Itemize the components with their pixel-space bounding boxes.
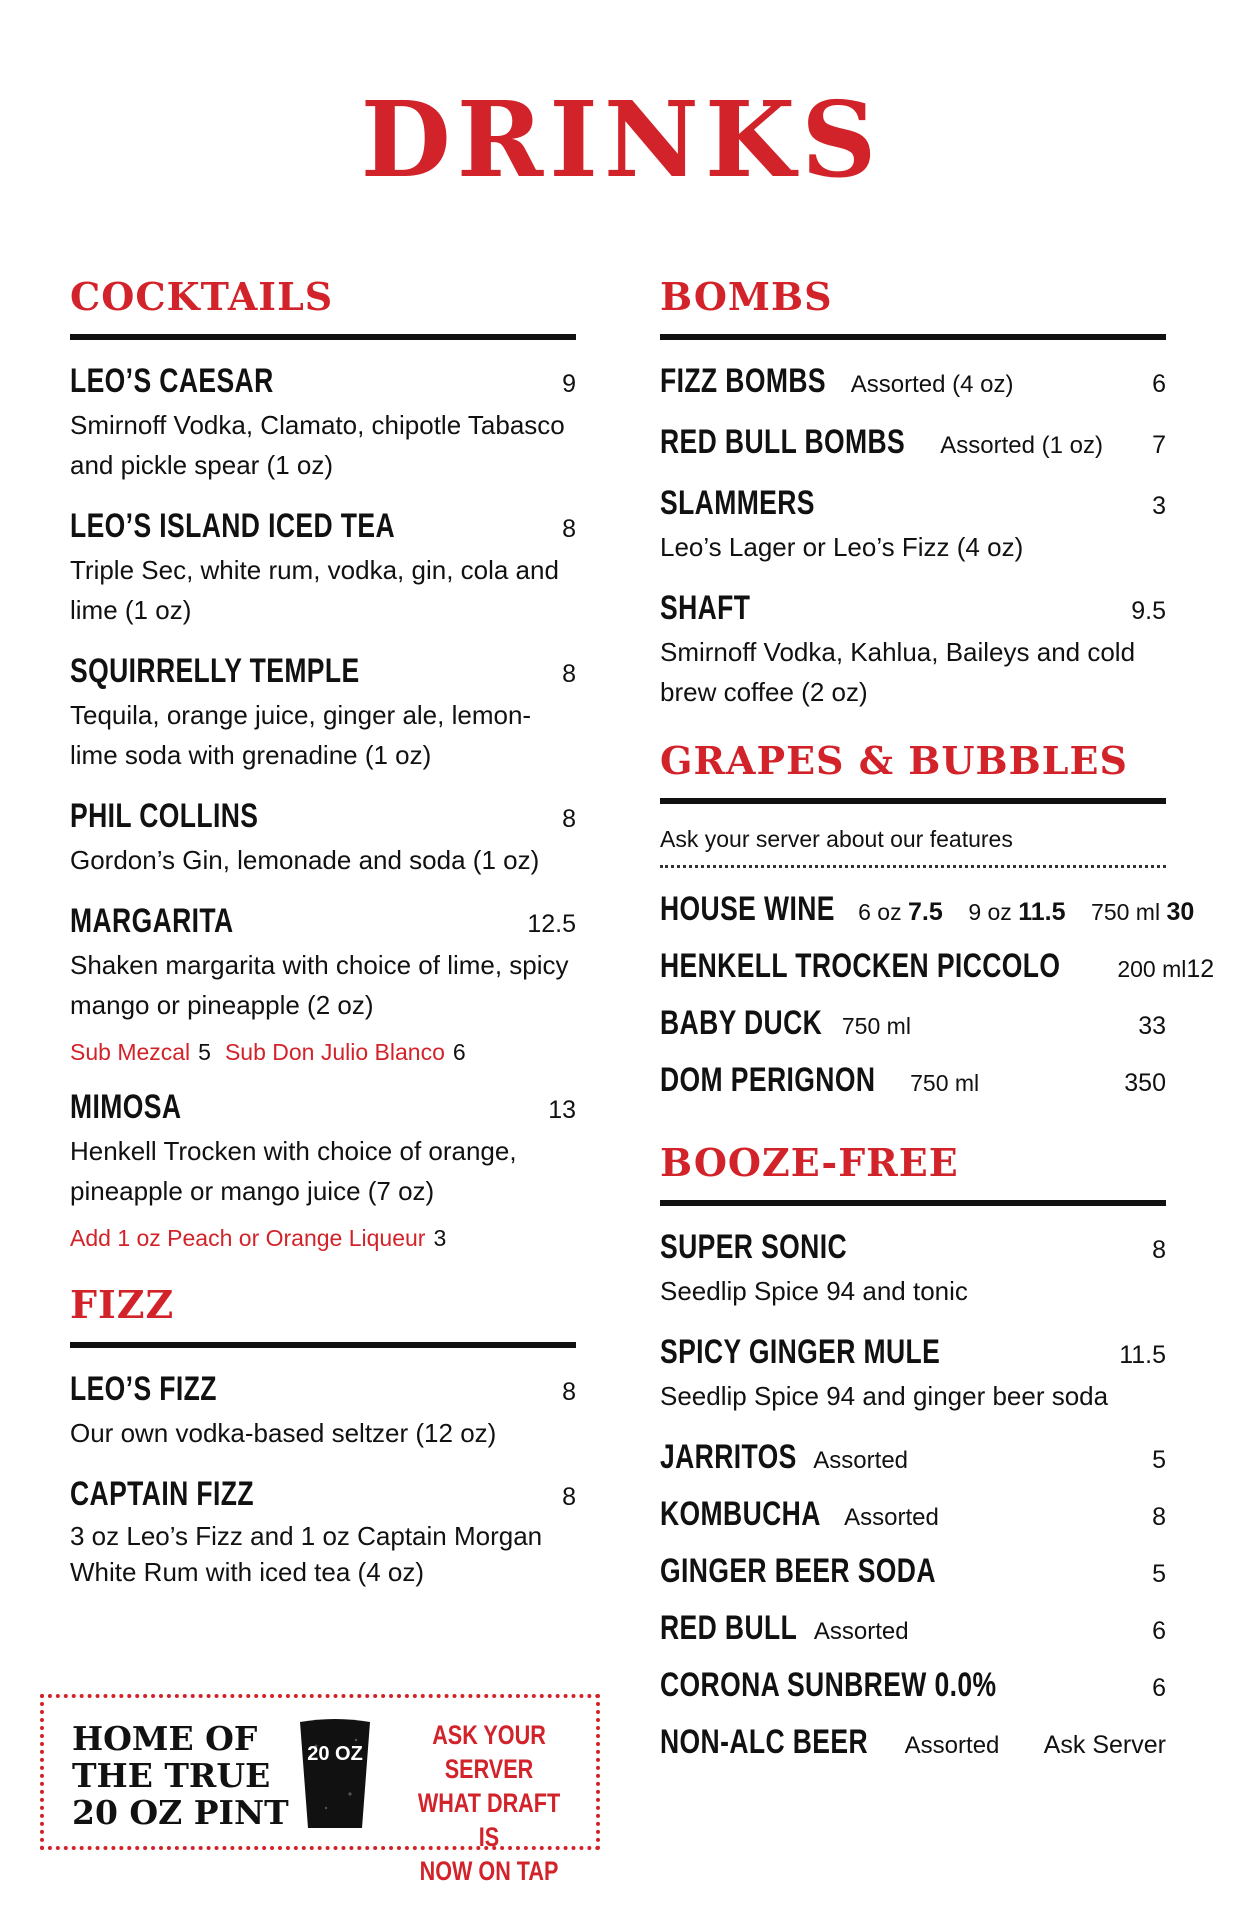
item-name: SQUIRRELLY TEMPLE — [70, 652, 360, 690]
extra-price: 5 — [198, 1039, 211, 1065]
promo-line: HOME OF — [72, 1719, 258, 1758]
item-name: RED BULL — [660, 1609, 798, 1647]
item-price: 12.5 — [527, 910, 576, 938]
size-label: 9 oz — [968, 899, 1012, 925]
extra-label: Sub Don Julio Blanco — [224, 1039, 445, 1065]
item-name: PHIL COLLINS — [70, 797, 259, 835]
grapes-heading: GRAPES & BUBBLES — [660, 742, 1166, 804]
item-price: 5 — [1152, 1446, 1166, 1474]
item-price: 8 — [1152, 1503, 1166, 1531]
item-name: FIZZ BOMBS — [660, 362, 826, 400]
item-name: SPICY GINGER MULE — [660, 1333, 941, 1371]
item-description: 3 oz Leo’s Fizz and 1 oz Captain Morgan White Rum with iced tea (4 oz) — [70, 1521, 543, 1587]
left-column — [70, 274, 576, 1612]
menu-item — [70, 362, 576, 485]
item-name: DOM PERIGNON — [660, 1061, 876, 1099]
item-name: NON-ALC BEER — [660, 1723, 869, 1761]
menu-item — [660, 1004, 1166, 1043]
item-description: Gordon’s Gin, lemonade and soda (1 oz) — [70, 845, 540, 875]
pint-glass-icon — [296, 1716, 374, 1832]
item-name: SLAMMERS — [660, 484, 815, 522]
item-name: RED BULL BOMBS — [660, 423, 906, 461]
item-note: Assorted — [813, 1447, 909, 1474]
menu-item — [70, 1370, 576, 1453]
item-note: Assorted (1 oz) — [940, 432, 1103, 459]
item-description: Tequila, orange juice, ginger ale, lemon-lime soda with grenadine (1 oz) — [70, 700, 532, 770]
item-name: LEO’S CAESAR — [70, 362, 274, 400]
item-name: CORONA SUNBREW 0.0% — [660, 1666, 997, 1704]
item-extras — [70, 1039, 576, 1066]
promo-line: THE TRUE — [72, 1756, 271, 1795]
menu-item — [660, 589, 1166, 712]
item-description: Triple Sec, white rum, vodka, gin, cola and lime (1 oz) — [70, 555, 559, 625]
promo-line: 20 OZ PINT — [72, 1793, 289, 1832]
menu-item — [660, 947, 1215, 986]
promo-tap-note — [413, 1718, 565, 1888]
item-description: Smirnoff Vodka, Kahlua, Baileys and cold brew coffee (2 oz) — [660, 637, 1136, 707]
item-price: 3 — [1152, 492, 1166, 520]
item-name: SHAFT — [660, 589, 751, 627]
item-price: 8 — [562, 1483, 576, 1511]
item-name: KOMBUCHA — [660, 1495, 821, 1533]
item-price: 7 — [1152, 431, 1166, 459]
item-price: 5 — [1152, 1560, 1166, 1588]
item-sizes — [858, 898, 1194, 927]
item-name: CAPTAIN FIZZ — [70, 1475, 254, 1513]
item-name: BABY DUCK — [660, 1004, 823, 1042]
item-price: 6 — [1152, 1674, 1166, 1702]
item-price: 8 — [562, 805, 576, 833]
size-price: 11.5 — [1018, 898, 1066, 926]
menu-item — [660, 1609, 1166, 1648]
size-price: 30 — [1166, 898, 1195, 926]
booze-free-heading: BOOZE-FREE — [660, 1144, 1166, 1206]
item-size: 200 ml — [1117, 956, 1187, 982]
item-name: HOUSE WINE — [660, 890, 835, 928]
item-price: Ask Server — [1043, 1731, 1166, 1759]
wine-list — [660, 868, 1215, 1100]
menu-item — [70, 797, 576, 880]
item-price: 8 — [562, 515, 576, 543]
extra-label: Add 1 oz Peach or Orange Liqueur — [70, 1225, 426, 1251]
item-name: GINGER BEER SODA — [660, 1552, 936, 1590]
item-name: LEO’S FIZZ — [70, 1370, 217, 1408]
item-price: 9.5 — [1131, 597, 1166, 625]
size-label: 6 oz — [858, 899, 902, 925]
item-note: Assorted — [813, 1618, 909, 1645]
promo-line: WHAT DRAFT IS — [417, 1788, 561, 1852]
item-description: Shaken margarita with choice of lime, spicy mango or pineapple (2 oz) — [70, 950, 569, 1020]
menu-item — [70, 507, 576, 630]
features-note: Ask your server about our features — [660, 804, 1166, 868]
menu-item — [660, 423, 1166, 462]
promo-headline — [72, 1720, 289, 1831]
item-description: Smirnoff Vodka, Clamato, chipotle Tabasco and pickle spear (1 oz) — [70, 410, 565, 480]
menu-item — [660, 484, 1166, 567]
extra-price: 3 — [433, 1225, 447, 1251]
item-price: 12 — [1186, 955, 1215, 983]
menu-item — [660, 362, 1166, 401]
item-price: 350 — [1124, 1069, 1166, 1097]
menu-item — [70, 652, 576, 775]
size-price: 7.5 — [908, 898, 943, 926]
item-name: LEO’S ISLAND ICED TEA — [70, 507, 395, 545]
item-price: 33 — [1138, 1012, 1166, 1040]
item-name: MARGARITA — [70, 902, 234, 940]
extra-label: Sub Mezcal — [70, 1039, 191, 1065]
pint-promo-box — [40, 1694, 600, 1886]
item-description: Henkell Trocken with choice of orange, pineapple or mango juice (7 oz) — [70, 1136, 517, 1206]
item-extras — [70, 1225, 576, 1252]
item-description: Our own vodka-based seltzer (12 oz) — [70, 1418, 497, 1448]
cocktails-heading: COCKTAILS — [70, 278, 576, 340]
menu-item — [660, 1666, 1166, 1705]
menu-item — [70, 902, 576, 1066]
menu-item — [660, 1495, 1166, 1534]
menu-item — [660, 1228, 1166, 1311]
item-price: 8 — [562, 1378, 576, 1406]
item-price: 11.5 — [1119, 1341, 1166, 1369]
menu-item — [660, 1723, 1166, 1762]
item-price: 6 — [1152, 1617, 1166, 1645]
menu-item — [660, 1438, 1166, 1477]
size-label: 750 ml — [1091, 899, 1161, 925]
item-name: MIMOSA — [70, 1088, 182, 1126]
fizz-heading: FIZZ — [70, 1286, 576, 1348]
bombs-heading: BOMBS — [660, 278, 1166, 340]
item-description: Seedlip Spice 94 and tonic — [660, 1276, 968, 1306]
item-price: 13 — [548, 1096, 576, 1124]
item-note: Assorted — [904, 1732, 1000, 1759]
promo-line: NOW ON TAP — [419, 1856, 559, 1886]
fizz-list — [70, 1348, 576, 1590]
item-name: JARRITOS — [660, 1438, 797, 1476]
item-price: 8 — [562, 660, 576, 688]
right-column — [660, 274, 1215, 1780]
item-size: 750 ml — [841, 1013, 911, 1039]
item-price: 8 — [1152, 1236, 1166, 1264]
item-description: Seedlip Spice 94 and ginger beer soda — [660, 1381, 1109, 1411]
menu-item — [660, 1333, 1166, 1416]
item-size: 750 ml — [910, 1070, 980, 1096]
cocktails-list — [70, 340, 576, 1252]
glass-label: 20 OZ — [307, 1743, 363, 1765]
item-description: Leo’s Lager or Leo’s Fizz (4 oz) — [660, 532, 1024, 562]
item-note: Assorted — [844, 1504, 939, 1531]
extra-price: 6 — [452, 1039, 466, 1065]
bombs-list — [660, 340, 1166, 712]
item-price: 9 — [562, 370, 576, 398]
item-note: Assorted (4 oz) — [850, 371, 1014, 398]
menu-item — [660, 1552, 1166, 1591]
item-name: SUPER SONIC — [660, 1228, 848, 1266]
menu-item — [70, 1475, 576, 1590]
menu-item — [660, 890, 1195, 929]
promo-line: ASK YOUR SERVER — [432, 1720, 546, 1784]
menu-item — [70, 1088, 576, 1252]
item-name: HENKELL TROCKEN PICCOLO — [660, 947, 1061, 985]
item-price: 6 — [1152, 370, 1166, 398]
booze-free-list — [660, 1206, 1166, 1762]
menu-title: DRINKS — [360, 78, 883, 201]
menu-item — [660, 1061, 1166, 1100]
